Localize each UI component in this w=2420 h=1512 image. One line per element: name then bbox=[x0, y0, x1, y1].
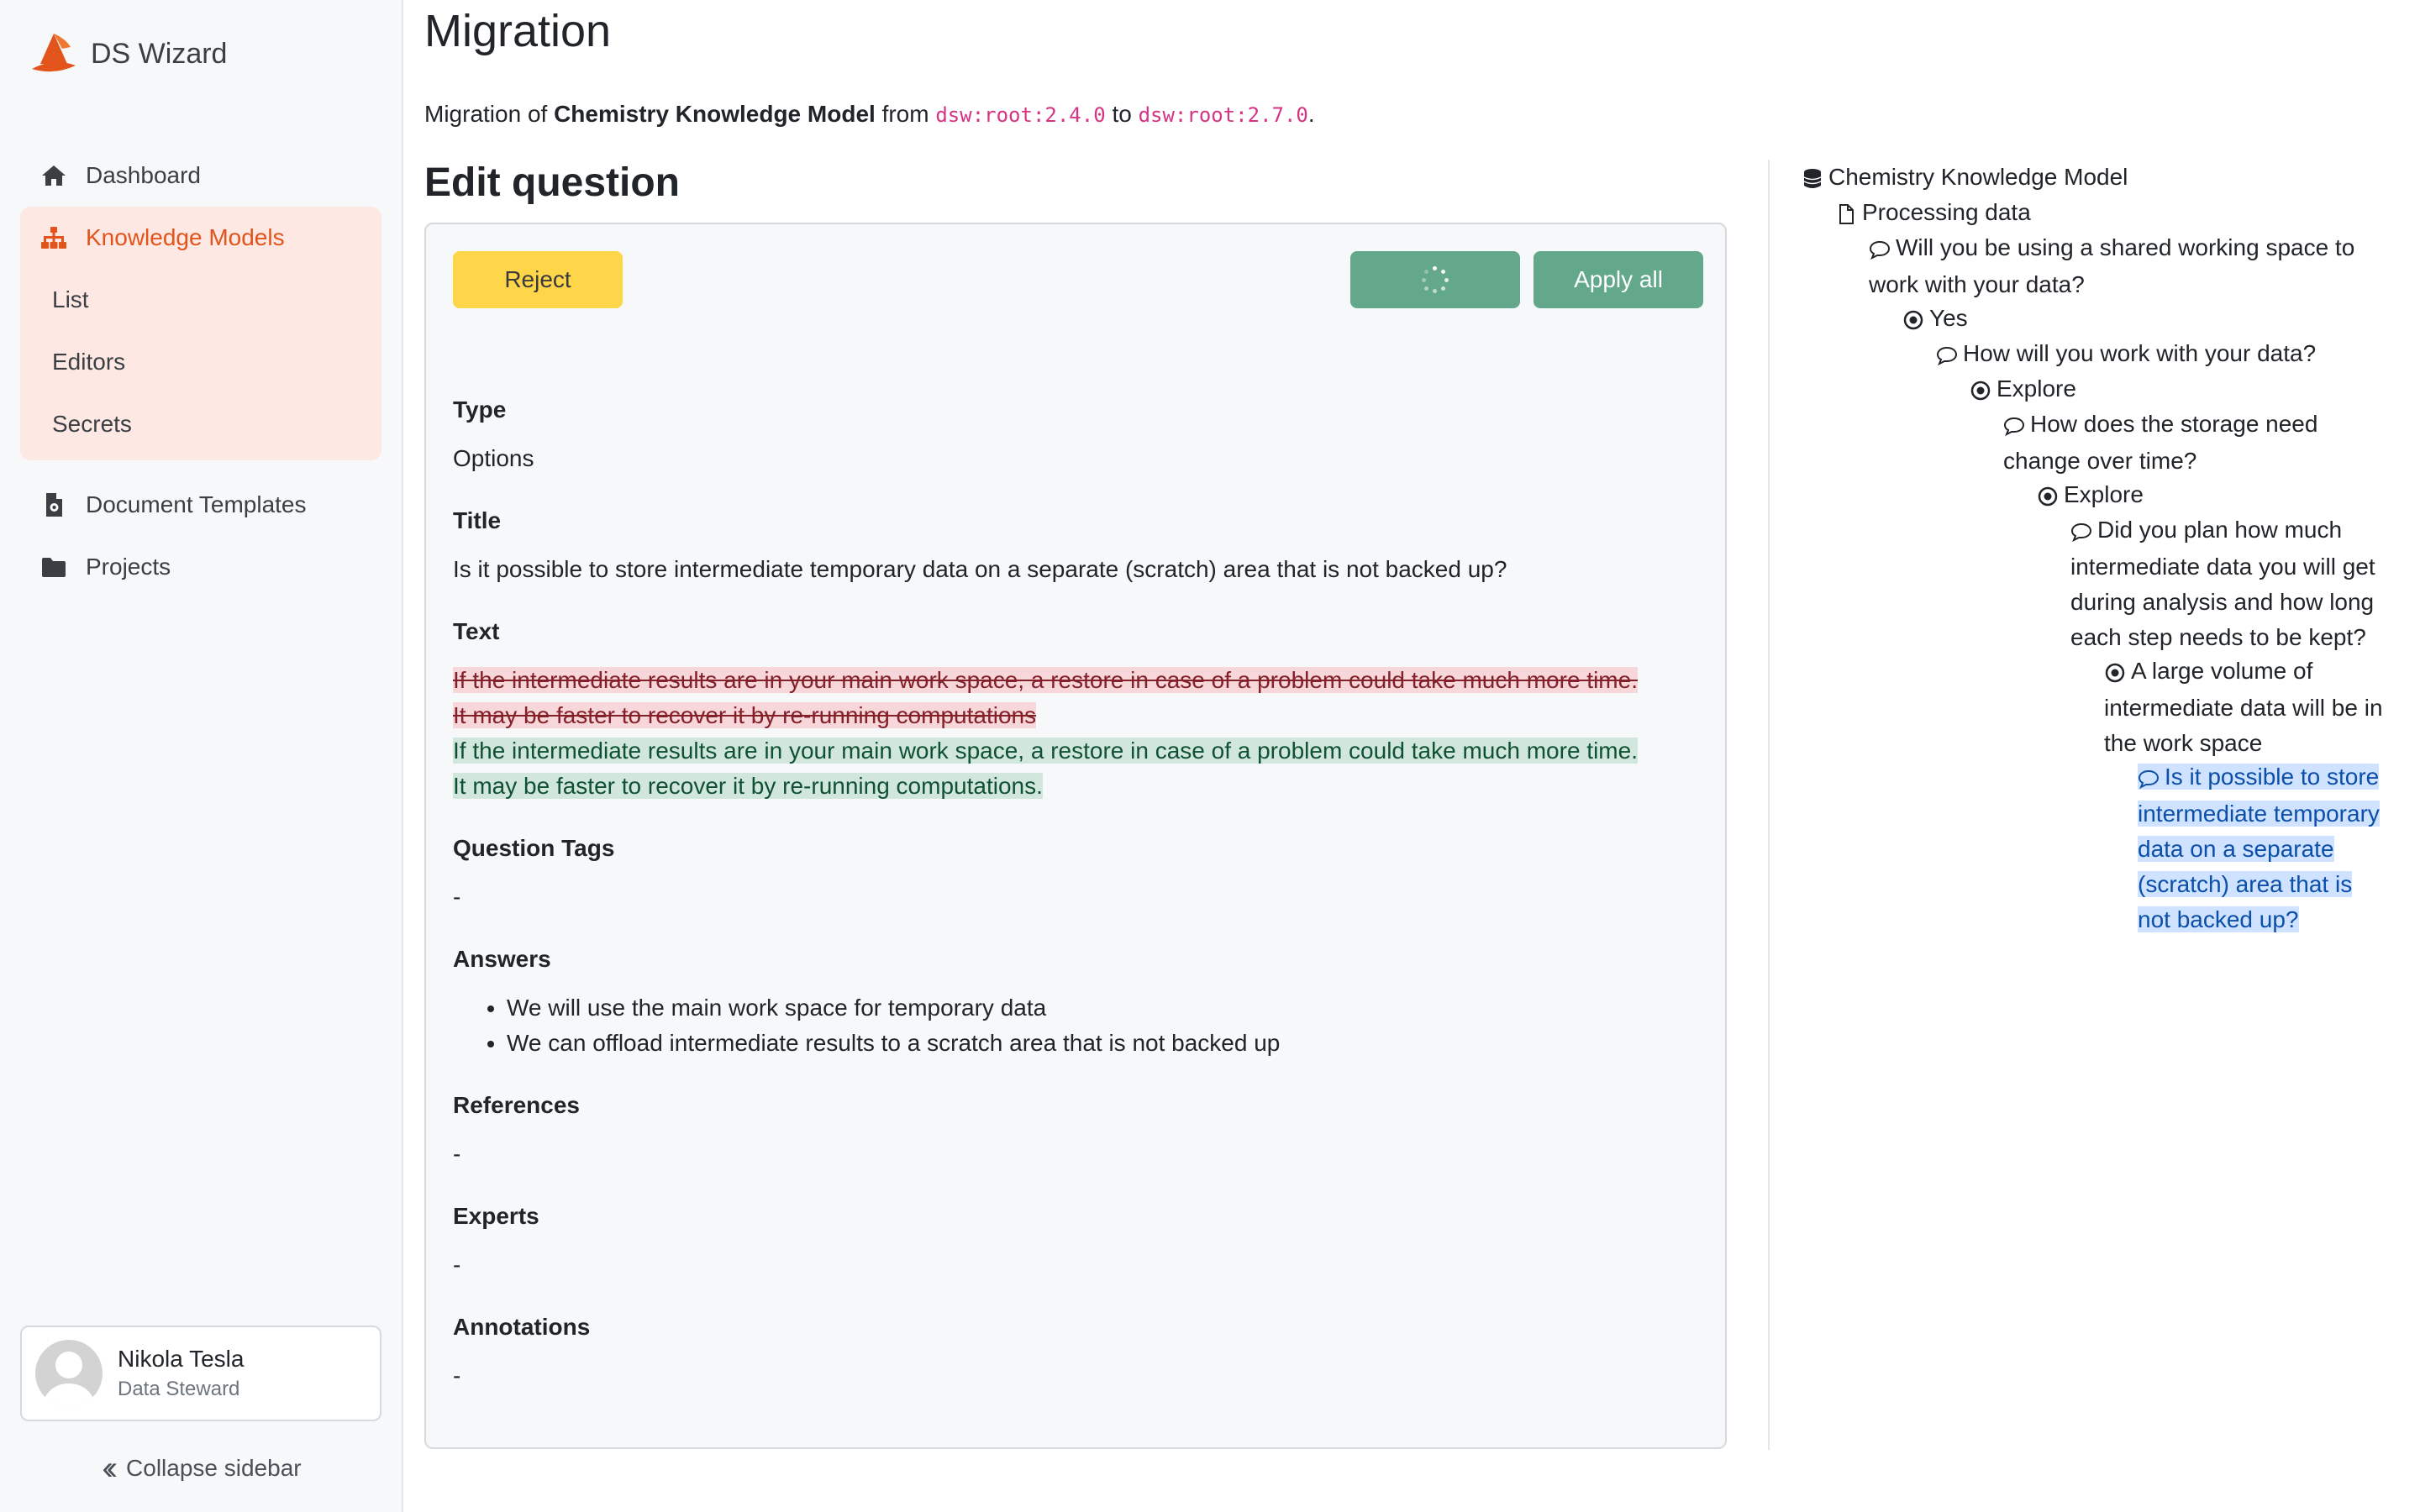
avatar bbox=[35, 1340, 103, 1407]
apply-button-loading[interactable] bbox=[1350, 251, 1520, 308]
sidebar-group-knowledge-models bbox=[20, 207, 381, 460]
tree-node-label: not backed up? bbox=[2138, 906, 2299, 932]
sidebar-item-projects[interactable] bbox=[20, 536, 381, 598]
folder-icon bbox=[39, 552, 69, 582]
wizard-hat-icon bbox=[29, 32, 79, 76]
brand-name: DS Wizard bbox=[91, 37, 228, 70]
comment-icon bbox=[1869, 232, 1896, 267]
sidebar-subitem-secrets[interactable]: Secrets bbox=[52, 411, 132, 437]
question-fields bbox=[453, 392, 1697, 1420]
double-chevron-left-icon: ‹‹ bbox=[102, 1449, 112, 1487]
tree-node-km[interactable] bbox=[1802, 160, 2128, 197]
tree-node-label: (scratch) area that is bbox=[2138, 870, 2353, 897]
tree-node-label: work with your data? bbox=[1869, 270, 2085, 297]
text-diff bbox=[453, 663, 1697, 804]
annotations-label: Annotations bbox=[453, 1314, 591, 1340]
question-tags-label: Question Tags bbox=[453, 835, 615, 861]
tree-node-answer[interactable] bbox=[2104, 654, 2407, 761]
sidebar-item-label: Document Templates bbox=[86, 491, 307, 517]
tree-node-label: Explore bbox=[1996, 375, 2076, 402]
tree-node-label: A large volume of bbox=[2131, 658, 2313, 684]
references-label: References bbox=[453, 1092, 580, 1118]
tree-node-question[interactable] bbox=[2070, 512, 2407, 655]
sidebar-nav bbox=[20, 144, 381, 598]
tree-node-label: Processing data bbox=[1862, 199, 2031, 225]
reject-button[interactable]: Reject bbox=[453, 251, 623, 308]
km-name: Chemistry Knowledge Model bbox=[554, 101, 876, 127]
sidebar-item-label: Dashboard bbox=[86, 162, 201, 188]
collapse-sidebar-button[interactable] bbox=[0, 1445, 403, 1492]
user-role: Data Steward bbox=[118, 1378, 240, 1400]
migration-panel bbox=[424, 223, 1727, 1449]
tree-node-label: How does the storage need bbox=[2030, 411, 2318, 437]
sidebar bbox=[0, 0, 403, 1512]
edit-question-title: Edit question bbox=[424, 160, 680, 205]
answers-list bbox=[453, 990, 1697, 1061]
text-added-line: It may be faster to recover it by re-running computations. bbox=[453, 773, 1043, 799]
text-label: Text bbox=[453, 618, 500, 644]
answers-label: Answers bbox=[453, 946, 551, 972]
sidebar-item-knowledge-models[interactable] bbox=[20, 207, 381, 269]
vertical-divider bbox=[1768, 160, 1770, 1450]
sidebar-item-label: Knowledge Models bbox=[86, 224, 285, 250]
file-code-icon bbox=[39, 490, 69, 520]
comment-icon bbox=[2003, 408, 2030, 444]
user-card[interactable] bbox=[20, 1326, 381, 1421]
home-icon bbox=[39, 160, 69, 191]
tree-node-label: the work space bbox=[2104, 729, 2263, 756]
tree-node-answer[interactable] bbox=[2037, 477, 2144, 514]
tree-node-chapter[interactable] bbox=[1835, 195, 2031, 232]
tree-node-label: each step needs to be kept? bbox=[2070, 623, 2366, 650]
title-value: Is it possible to store intermediate temporary data on a separate (scratch) area that is not backed up? bbox=[453, 556, 1507, 582]
text-removed-line: It may be faster to recover it by re-running computations bbox=[453, 702, 1037, 728]
tree-node-answer[interactable] bbox=[1970, 371, 2076, 408]
subtitle-prefix: Migration of bbox=[424, 101, 548, 127]
database-icon bbox=[1802, 161, 1828, 197]
from-version: dsw:root:2.4.0 bbox=[935, 103, 1106, 127]
title-label: Title bbox=[453, 507, 502, 533]
tree-node-label: intermediate data you will get bbox=[2070, 553, 2375, 580]
sidebar-item-label: Projects bbox=[86, 554, 171, 580]
sidebar-subitem-list[interactable]: List bbox=[52, 286, 89, 312]
tree-node-answer[interactable] bbox=[1902, 301, 1968, 338]
sidebar-item-dashboard[interactable] bbox=[20, 144, 381, 207]
dot-circle-icon bbox=[1970, 373, 1996, 408]
period: . bbox=[1307, 101, 1315, 127]
tree-node-label: intermediate data will be in bbox=[2104, 694, 2383, 721]
tree-node-label: Yes bbox=[1929, 305, 1968, 331]
question-tags-value: - bbox=[453, 884, 461, 910]
apply-all-button[interactable]: Apply all bbox=[1534, 251, 1703, 308]
tree-node-label: Explore bbox=[2064, 481, 2144, 507]
from-word: from bbox=[881, 101, 929, 127]
tree-node-label: Will you be using a shared working space to bbox=[1896, 234, 2355, 260]
experts-value: - bbox=[453, 1252, 461, 1278]
tree-node-label: during analysis and how long bbox=[2070, 588, 2375, 615]
answer-item: • We can offload intermediate results to a scratch area that is not backed up bbox=[507, 1026, 1697, 1061]
page-title: Migration bbox=[424, 6, 612, 56]
references-value: - bbox=[453, 1141, 461, 1167]
tree-node-question[interactable] bbox=[2003, 407, 2390, 479]
comment-icon bbox=[2138, 761, 2165, 796]
type-value: Options bbox=[453, 445, 534, 471]
migration-subtitle bbox=[424, 101, 1315, 128]
tree-node-label: Is it possible to store bbox=[2165, 764, 2380, 790]
comment-icon bbox=[1936, 338, 1963, 373]
to-word: to bbox=[1112, 101, 1132, 127]
sidebar-subitem-editors[interactable]: Editors bbox=[52, 349, 126, 375]
tree-node-question[interactable] bbox=[1869, 230, 2407, 302]
tree-node-question-selected[interactable] bbox=[2138, 759, 2407, 937]
tree-node-question[interactable] bbox=[1936, 336, 2316, 373]
tree-node-label: Did you plan how much bbox=[2097, 517, 2343, 543]
tree-node-label: intermediate temporary bbox=[2138, 800, 2380, 827]
loading-spinner-icon bbox=[1422, 266, 1449, 293]
brand[interactable] bbox=[29, 30, 227, 77]
dot-circle-icon bbox=[1902, 302, 1929, 338]
tree-node-label: change over time? bbox=[2003, 447, 2197, 474]
comment-icon bbox=[2070, 514, 2097, 549]
tree-node-label: data on a separate bbox=[2138, 835, 2334, 862]
tree-node-label: Chemistry Knowledge Model bbox=[1828, 164, 2128, 190]
text-removed-line: If the intermediate results are in your main work space, a restore in case of a problem could take much more time. bbox=[453, 667, 1638, 693]
sitemap-icon bbox=[39, 223, 69, 253]
collapse-sidebar-label: Collapse sidebar bbox=[126, 1455, 302, 1481]
file-icon bbox=[1835, 197, 1862, 232]
tree-node-label: How will you work with your data? bbox=[1963, 340, 2317, 366]
text-added-line: If the intermediate results are in your main work space, a restore in case of a problem could take much more time. bbox=[453, 738, 1638, 764]
annotations-value: - bbox=[453, 1362, 461, 1389]
dot-circle-icon bbox=[2104, 655, 2131, 690]
experts-label: Experts bbox=[453, 1203, 539, 1229]
answer-item: • We will use the main work space for temporary data bbox=[507, 990, 1697, 1026]
dot-circle-icon bbox=[2037, 479, 2064, 514]
to-version: dsw:root:2.7.0 bbox=[1138, 103, 1308, 127]
sidebar-item-document-templates[interactable] bbox=[20, 474, 381, 536]
user-name: Nikola Tesla bbox=[118, 1346, 245, 1372]
type-label: Type bbox=[453, 396, 507, 423]
